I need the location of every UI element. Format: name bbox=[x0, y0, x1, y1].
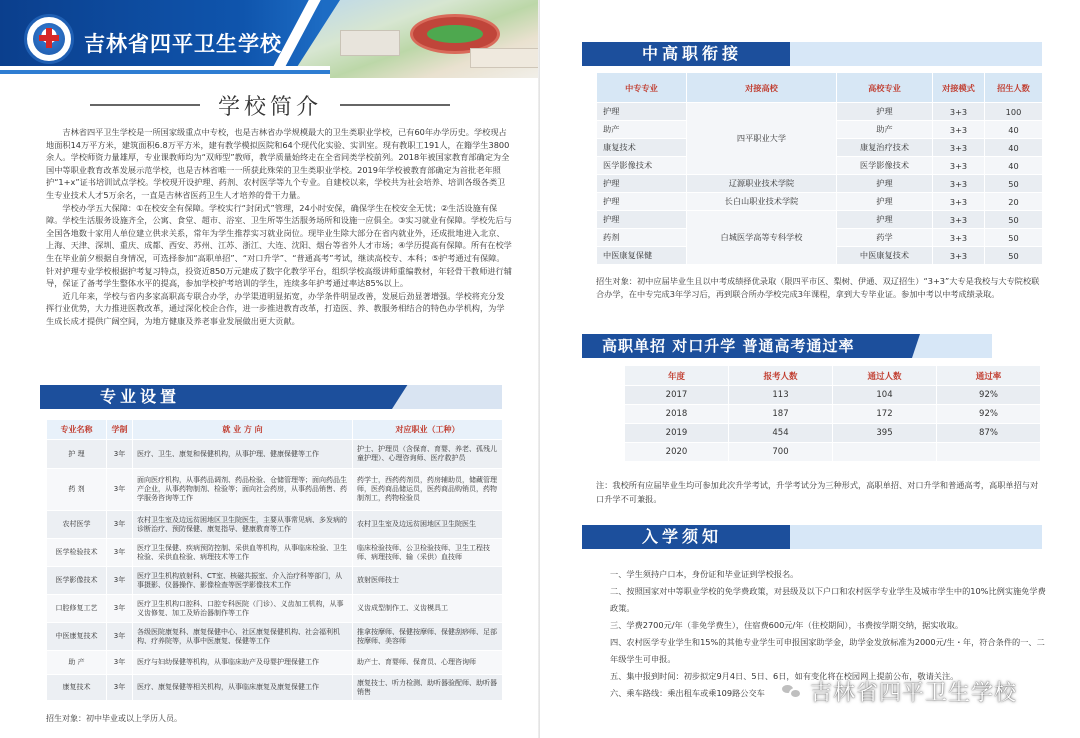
column-header: 年度 bbox=[625, 366, 729, 386]
coop-mode: 3+3 bbox=[933, 175, 985, 193]
coop-major: 助产 bbox=[597, 121, 687, 139]
major-years: 3年 bbox=[107, 511, 133, 539]
coop-college: 辽源职业技术学院 bbox=[687, 175, 837, 193]
pass-applied: 700 bbox=[729, 443, 833, 462]
table-header-row bbox=[597, 73, 1043, 103]
red-cross-icon bbox=[39, 35, 59, 41]
column-header: 对接模式 bbox=[933, 73, 985, 103]
major-name: 医学检验技术 bbox=[47, 539, 107, 567]
pass-year: 2019 bbox=[625, 424, 729, 443]
coop-mode: 3+3 bbox=[933, 247, 985, 265]
major-direction: 医疗卫生机构口腔科、口腔专科医院（门诊）、义齿加工机构，从事义齿修复、加工及矫治器制作等工作 bbox=[133, 595, 353, 623]
campus-building bbox=[340, 30, 400, 56]
intro-paragraph: 近几年来，学校与省内多家高职高专联合办学，办学渠道明显拓宽，办学条件明显改善，发展后劲显著增强。学校将充分发挥行业优势，大力推进医教改革，通过深化校企合作，进一步推进教育改革，打造医、养、教服务相结合的特色办学机构，为学生成长成才提供广阔空间，为地方健康及养老事业发展做出更大贡献。 bbox=[46, 290, 505, 326]
coop-major: 护理 bbox=[597, 103, 687, 121]
column-header: 学制 bbox=[107, 420, 133, 440]
column-header: 通过率 bbox=[937, 366, 1041, 386]
pass-applied: 454 bbox=[729, 424, 833, 443]
major-years: 3年 bbox=[107, 595, 133, 623]
column-header: 报考人数 bbox=[729, 366, 833, 386]
coop-mode: 3+3 bbox=[933, 229, 985, 247]
coop-section-title: 中高职衔接 bbox=[642, 44, 743, 63]
coop-college-major: 中医康复技术 bbox=[837, 247, 933, 265]
intro-heading bbox=[90, 90, 450, 120]
notice-item: 三、学费2700元/年（非免学费生），住宿费600元/年（住校期间），书费按学期交纳，据实收取。 bbox=[610, 620, 964, 630]
band-tail bbox=[392, 385, 502, 409]
major-name: 中医康复技术 bbox=[47, 623, 107, 651]
notice-item: 五、集中报到时间：初步拟定9月4日、5日、6日，如有变化将在校园网上提前公布，敬请关注。 bbox=[610, 671, 959, 681]
table-row bbox=[597, 175, 1043, 193]
major-name: 农村医学 bbox=[47, 511, 107, 539]
coop-count: 50 bbox=[985, 175, 1043, 193]
band-tail bbox=[790, 525, 1042, 549]
coop-enrollment-note: 招生对象：初中应届毕业生且以中考成绩择优录取（限四平市区、梨树、伊通、双辽招生）“3+3”大专是我校与大专院校联合办学，在中专完成3年学习后，再到联合所办学校完成3年课程，拿到大专毕业证。参加中考以中考成绩录取。 bbox=[596, 276, 1040, 299]
pass-passed: 395 bbox=[833, 424, 937, 443]
table-row bbox=[625, 386, 1041, 405]
major-name: 护 理 bbox=[47, 440, 107, 469]
major-jobs: 康复技士、听力检测、助听器验配师、助听器销售 bbox=[353, 675, 503, 701]
coop-college-major: 药学 bbox=[837, 229, 933, 247]
coop-major: 药剂 bbox=[597, 229, 687, 247]
wechat-watermark bbox=[780, 678, 1017, 704]
major-jobs: 助产士、育婴师、保育员、心理咨询师 bbox=[353, 651, 503, 675]
pass-rate-section-title: 高职单招 对口升学 普通高考通过率 bbox=[602, 337, 855, 355]
coop-mode: 3+3 bbox=[933, 121, 985, 139]
table-row bbox=[625, 424, 1041, 443]
coop-major: 中医康复保健 bbox=[597, 247, 687, 265]
coop-college-major: 护理 bbox=[837, 211, 933, 229]
coop-college-major: 护理 bbox=[837, 103, 933, 121]
notice-item: 六、乘车路线：乘出租车或乘109路公交车 bbox=[610, 688, 765, 698]
pass-rate bbox=[937, 443, 1041, 462]
column-header: 对应职业（工种） bbox=[353, 420, 503, 440]
table-row bbox=[47, 440, 503, 469]
pass-rate: 87% bbox=[937, 424, 1041, 443]
major-direction: 医疗与妇幼保健等机构，从事临床助产及母婴护理保健工作 bbox=[133, 651, 353, 675]
majors-section-band bbox=[40, 385, 502, 409]
coop-college-major: 康复治疗技术 bbox=[837, 139, 933, 157]
coop-mode: 3+3 bbox=[933, 193, 985, 211]
coop-college-major: 医学影像技术 bbox=[837, 157, 933, 175]
table-row bbox=[47, 623, 503, 651]
intro-text bbox=[46, 126, 512, 328]
table-row bbox=[47, 469, 503, 511]
major-direction: 面向医疗机构，从事药品调剂、药品检验、仓储管理等；面向药品生产企业，从事药物制剂、检验等；面向社会药房，从事药品销售、药学服务咨询等工作 bbox=[133, 469, 353, 511]
table-row bbox=[597, 193, 1043, 211]
coop-major: 护理 bbox=[597, 211, 687, 229]
table-row bbox=[47, 511, 503, 539]
column-header: 高校专业 bbox=[837, 73, 933, 103]
table-row bbox=[47, 539, 503, 567]
column-header: 就 业 方 向 bbox=[133, 420, 353, 440]
majors-enrollment-note: 招生对象：初中毕业或以上学历人员。 bbox=[46, 714, 182, 723]
school-name: 吉林省四平卫生学校 bbox=[84, 31, 282, 56]
majors-section-title: 专业设置 bbox=[100, 387, 181, 406]
coop-college-major: 护理 bbox=[837, 175, 933, 193]
coop-mode: 3+3 bbox=[933, 103, 985, 121]
coop-count: 40 bbox=[985, 157, 1043, 175]
table-row bbox=[47, 595, 503, 623]
coop-count: 50 bbox=[985, 211, 1043, 229]
major-jobs: 农村卫生室及边远贫困地区卫生院医生 bbox=[353, 511, 503, 539]
major-direction: 各级医院康复科、康复保健中心、社区康复保健机构、社会福利机构、疗养院等，从事中医康复、保健等工作 bbox=[133, 623, 353, 651]
coop-college: 长白山职业技术学院 bbox=[687, 193, 837, 211]
table-row bbox=[47, 651, 503, 675]
major-years: 3年 bbox=[107, 623, 133, 651]
major-jobs: 护士、护理员（含保育、育婴、养老、孤残儿童护理）、心理咨询师、医疗救护员 bbox=[353, 440, 503, 469]
coop-count: 50 bbox=[985, 247, 1043, 265]
header-banner bbox=[0, 0, 540, 78]
band-tail bbox=[912, 334, 992, 358]
major-years: 3年 bbox=[107, 675, 133, 701]
column-header: 招生人数 bbox=[985, 73, 1043, 103]
pass-rate-section-band bbox=[582, 334, 992, 358]
pass-rate-note: 注：我校所有应届毕业生均可参加此次升学考试，升学考试分为三种形式，高职单招、对口升学和普通高考，高职单招与对口升学不可兼报。 bbox=[596, 480, 1039, 504]
pass-passed bbox=[833, 443, 937, 462]
major-jobs: 推拿按摩师、保健按摩师、保健刮痧师、足部按摩师、美容师 bbox=[353, 623, 503, 651]
coop-count: 50 bbox=[985, 229, 1043, 247]
notice-section-title: 入学须知 bbox=[642, 527, 723, 546]
coop-count: 40 bbox=[985, 121, 1043, 139]
pass-year: 2018 bbox=[625, 405, 729, 424]
pass-rate-table bbox=[624, 365, 1041, 462]
pass-applied: 113 bbox=[729, 386, 833, 405]
pass-rate: 92% bbox=[937, 405, 1041, 424]
major-years: 3年 bbox=[107, 469, 133, 511]
chat-bubble-shape bbox=[789, 688, 802, 699]
pass-year: 2017 bbox=[625, 386, 729, 405]
notice-item: 一、学生须持户口本，身份证和毕业证到学校报名。 bbox=[610, 569, 799, 579]
major-direction: 医疗卫生保健、疾病预防控制、采供血等机构，从事临床检验、卫生检验、采供血检验、病理技术等工作 bbox=[133, 539, 353, 567]
intro-paragraph: 吉林省四平卫生学校是一所国家级重点中专校，也是吉林省办学规模最大的卫生类职业学校，已有60年办学历史。学校现占地面积14万平方米，建筑面积6.8万平方米，建有教学模拟医院和64个现代化实验、实训室。现有教职工191人，在籍学生3800余人。学校师资力量雄厚，专业课教师均为“双师型”教师，教学质量始终走在全省同类学校前列。2018年被国家教育部确定为全国中等职业教育改革发展示范学校，也是吉林省唯一一所获此殊荣的卫生类职业学校。2019年学校被教育部确定为首批老年照护“1+x”证书培训试点学校。学校现开设护理、药剂、农村医学等九个专业。自建校以来，学校共为社会培养、培训各级各类卫生专业技术人才5万余名，一直是吉林省医药卫生人才培养的骨干力量。 bbox=[46, 127, 510, 200]
coop-college: 白城医学高等专科学校 bbox=[687, 211, 837, 265]
notice-item: 二、按照国家对中等职业学校的免学费政策，对县级及以下户口和农村医学专业学生及城市学生中的10%比例实施免学费政策。 bbox=[610, 586, 1046, 613]
table-row bbox=[47, 675, 503, 701]
pass-applied: 187 bbox=[729, 405, 833, 424]
coop-mode: 3+3 bbox=[933, 139, 985, 157]
table-row bbox=[47, 567, 503, 595]
coop-major: 护理 bbox=[597, 193, 687, 211]
majors-table bbox=[46, 419, 503, 701]
major-years: 3年 bbox=[107, 440, 133, 469]
major-name: 助 产 bbox=[47, 651, 107, 675]
coop-count: 40 bbox=[985, 139, 1043, 157]
pass-passed: 104 bbox=[833, 386, 937, 405]
school-logo-icon bbox=[24, 14, 74, 64]
major-years: 3年 bbox=[107, 651, 133, 675]
coop-college-major: 护理 bbox=[837, 193, 933, 211]
pass-rate: 92% bbox=[937, 386, 1041, 405]
coop-mode: 3+3 bbox=[933, 211, 985, 229]
campus-building bbox=[470, 48, 540, 68]
coop-major: 医学影像技术 bbox=[597, 157, 687, 175]
table-row bbox=[597, 103, 1043, 121]
coop-count: 100 bbox=[985, 103, 1043, 121]
table-header-row bbox=[625, 366, 1041, 386]
major-jobs: 药学士，西药药剂员，药房辅助员，储藏管理师，医药商品储运员，医药商品购销员，药物制剂工，药物检验员 bbox=[353, 469, 503, 511]
watermark-text: 吉林省四平卫生学校 bbox=[810, 680, 1018, 706]
coop-mode: 3+3 bbox=[933, 157, 985, 175]
major-years: 3年 bbox=[107, 539, 133, 567]
coop-college-major: 助产 bbox=[837, 121, 933, 139]
major-name: 康复技术 bbox=[47, 675, 107, 701]
pass-year: 2020 bbox=[625, 443, 729, 462]
pass-passed: 172 bbox=[833, 405, 937, 424]
major-direction: 医疗、卫生、康复和保健机构，从事护理、健康保健等工作 bbox=[133, 440, 353, 469]
column-header: 中专专业 bbox=[597, 73, 687, 103]
coop-count: 20 bbox=[985, 193, 1043, 211]
notice-item: 四、农村医学专业学生和15%的其他专业学生可申报国家助学金，助学金发放标准为2000元/生・年，符合条件的一、二年级学生可申报。 bbox=[610, 637, 1045, 664]
major-years: 3年 bbox=[107, 567, 133, 595]
major-name: 医学影像技术 bbox=[47, 567, 107, 595]
table-row bbox=[625, 405, 1041, 424]
wechat-icon bbox=[780, 681, 804, 701]
coop-college: 四平职业大学 bbox=[687, 103, 837, 175]
major-jobs: 临床检验技师、公卫检验技师、卫生工程技师、病理技师、输（采供）血技师 bbox=[353, 539, 503, 567]
notice-section-band bbox=[582, 525, 1042, 549]
major-direction: 农村卫生室及边远贫困地区卫生院医生，主要从事常见病、多发病的诊断治疗、预防保健、康复指导、健康教育等工作 bbox=[133, 511, 353, 539]
table-row bbox=[597, 211, 1043, 229]
band-tail bbox=[790, 42, 1042, 66]
major-direction: 医疗卫生机构放射科、CT室、核磁共振室、介入治疗科等部门，从事摄影、仪器操作、影像检查等医学影像技术工作 bbox=[133, 567, 353, 595]
coop-major: 康复技术 bbox=[597, 139, 687, 157]
intro-paragraph: 学校办学五大保障：①在校安全有保障。学校实行“封闭式”管理，24小时安保，确保学生在校安全无忧；②生活设施有保障。学校生活服务设施齐全，公寓、食堂、超市、浴室、卫生所等生活服务场所和设施一应俱全。③实习就业有保障。学校先后与全国各地数十家用人单位建立供求关系，常年为学生推荐实习就业岗位。现毕业生除大部分在省内就业外，还成批地进入北京、上海、天津、深圳、重庆、成都、西安、苏州、江苏、浙江、大连、沈阳、烟台等省外人才市场；④学历提高有保障。所有在校学生在毕业前夕根据自身情况，可选择参加“高职单招”、“对口升学”、“普通高考”考试，继读高校专、本科；⑤护考通过有保障。针对护理专业学校根据护考复习特点，投资近850万元建成了数字化教学平台，组织学校高级讲师重编教材，年轻骨干教师进行辅导，保证了备考学生整体水平的提高，参加学校护考培训的学生，连续多年护考通过率达85%以上。 bbox=[46, 202, 512, 289]
major-name: 药 剂 bbox=[47, 469, 107, 511]
major-jobs: 放射医师技士 bbox=[353, 567, 503, 595]
major-direction: 医疗、康复保健等相关机构，从事临床康复及康复保健工作 bbox=[133, 675, 353, 701]
right-page bbox=[540, 0, 1080, 738]
header-divider-stripe bbox=[0, 70, 330, 74]
table-header-row bbox=[47, 420, 503, 440]
intro-title: 学校简介 bbox=[217, 95, 322, 120]
major-name: 口腔修复工艺 bbox=[47, 595, 107, 623]
coop-table bbox=[596, 72, 1043, 265]
table-row bbox=[625, 443, 1041, 462]
major-jobs: 义齿成型制作工、义齿模具工 bbox=[353, 595, 503, 623]
column-header: 对接高校 bbox=[687, 73, 837, 103]
column-header: 通过人数 bbox=[833, 366, 937, 386]
coop-section-band bbox=[582, 42, 1042, 66]
column-header: 专业名称 bbox=[47, 420, 107, 440]
coop-major: 护理 bbox=[597, 175, 687, 193]
